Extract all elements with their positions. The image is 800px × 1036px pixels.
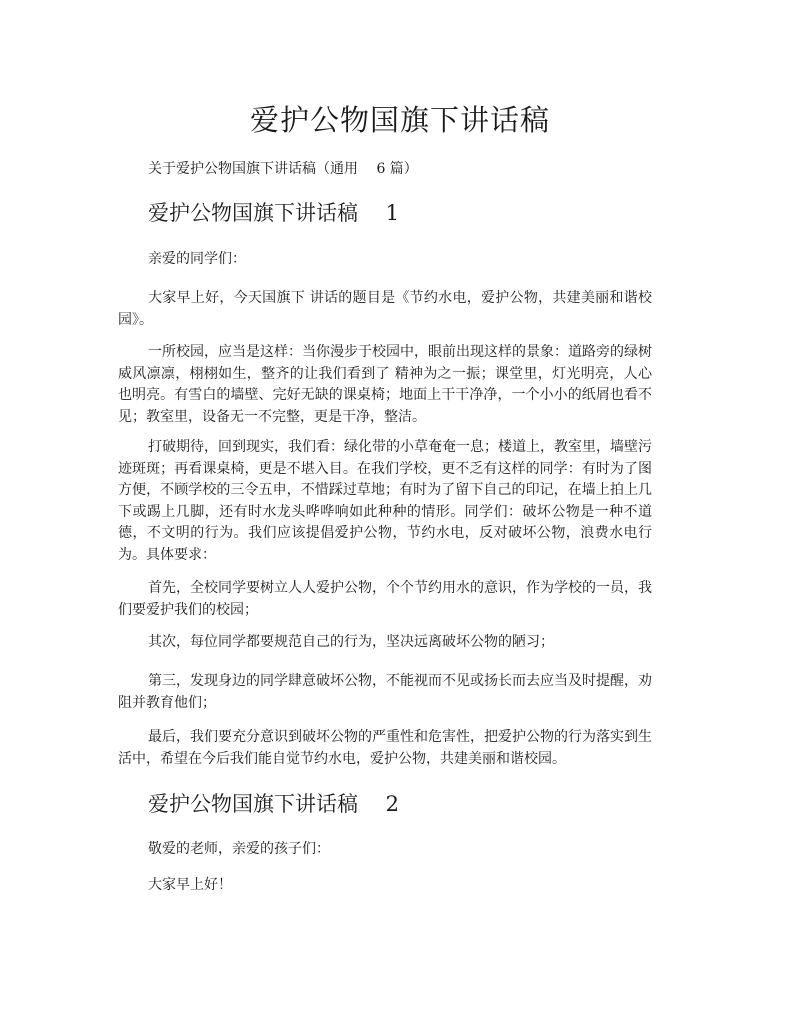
document-subtitle: 关于爱护公物国旗下讲话稿（通用 6 篇） [148, 161, 418, 177]
section-heading-2: 爱护公物国旗下讲话稿 2 [148, 792, 400, 816]
document-title: 爱护公物国旗下讲话稿 [249, 103, 550, 137]
salutation: 敬爱的老师，亲爱的孩子们： [148, 841, 330, 857]
paragraph: 首先，全校同学要树立人人爱护公物，个个节约用水的意识，作为学校的一员，我们要爱护我们的校园； [118, 580, 652, 618]
greeting: 大家早上好！ [148, 877, 232, 893]
section-heading-1: 爱护公物国旗下讲话稿 1 [148, 201, 400, 225]
paragraph: 其次，每位同学都要规范自己的行为，坚决远离破坏公物的陋习； [148, 634, 554, 650]
paragraph: 打破期待，回到现实，我们看：绿化带的小草奄奄一息；楼道上，教室里，墙壁污迹斑斑；再看课桌椅，更是不堪入目。在我们学校，更不乏有这样的同学：有时为了图方便，不顾学校的三令五申，不惜踩过草地；有时为了留下自己的印记，在墙上拍上几下或踢上几脚，还有时水龙头哗哗响如此种种的情形。同学们：破坏公物是一种不道德，不文明的行为。我们应该提倡爱护公物，节约水电，反对破坏公物，浪费水电行为。具体要求： [118, 439, 652, 563]
paragraph: 一所校园，应当是这样：当你漫步于校园中，眼前出现这样的景象：道路旁的绿树威风凛凛，栩栩如生，整齐的让我们看到了 精神为之一振；课堂里，灯光明亮，人心也明亮。有雪白的墙壁、完好无缺的课桌椅；地面上干干净净，一个小小的纸屑也看不见；教室里，设备无一不完整，更是干净，整洁。 [118, 344, 652, 425]
paragraph: 大家早上好，今天国旗下 讲话的题目是《节约水电，爱护公物，共建美丽和谐校园》。 [118, 290, 652, 328]
salutation: 亲爱的同学们： [148, 251, 246, 267]
paragraph: 第三，发现身边的同学肆意破坏公物，不能视而不见或扬长而去应当及时提醒，劝阻并教育他们； [118, 673, 652, 711]
paragraph: 最后，我们要充分意识到破坏公物的严重性和危害性，把爱护公物的行为落实到生活中，希望在今后我们能自觉节约水电，爱护公物，共建美丽和谐校园。 [118, 729, 652, 767]
